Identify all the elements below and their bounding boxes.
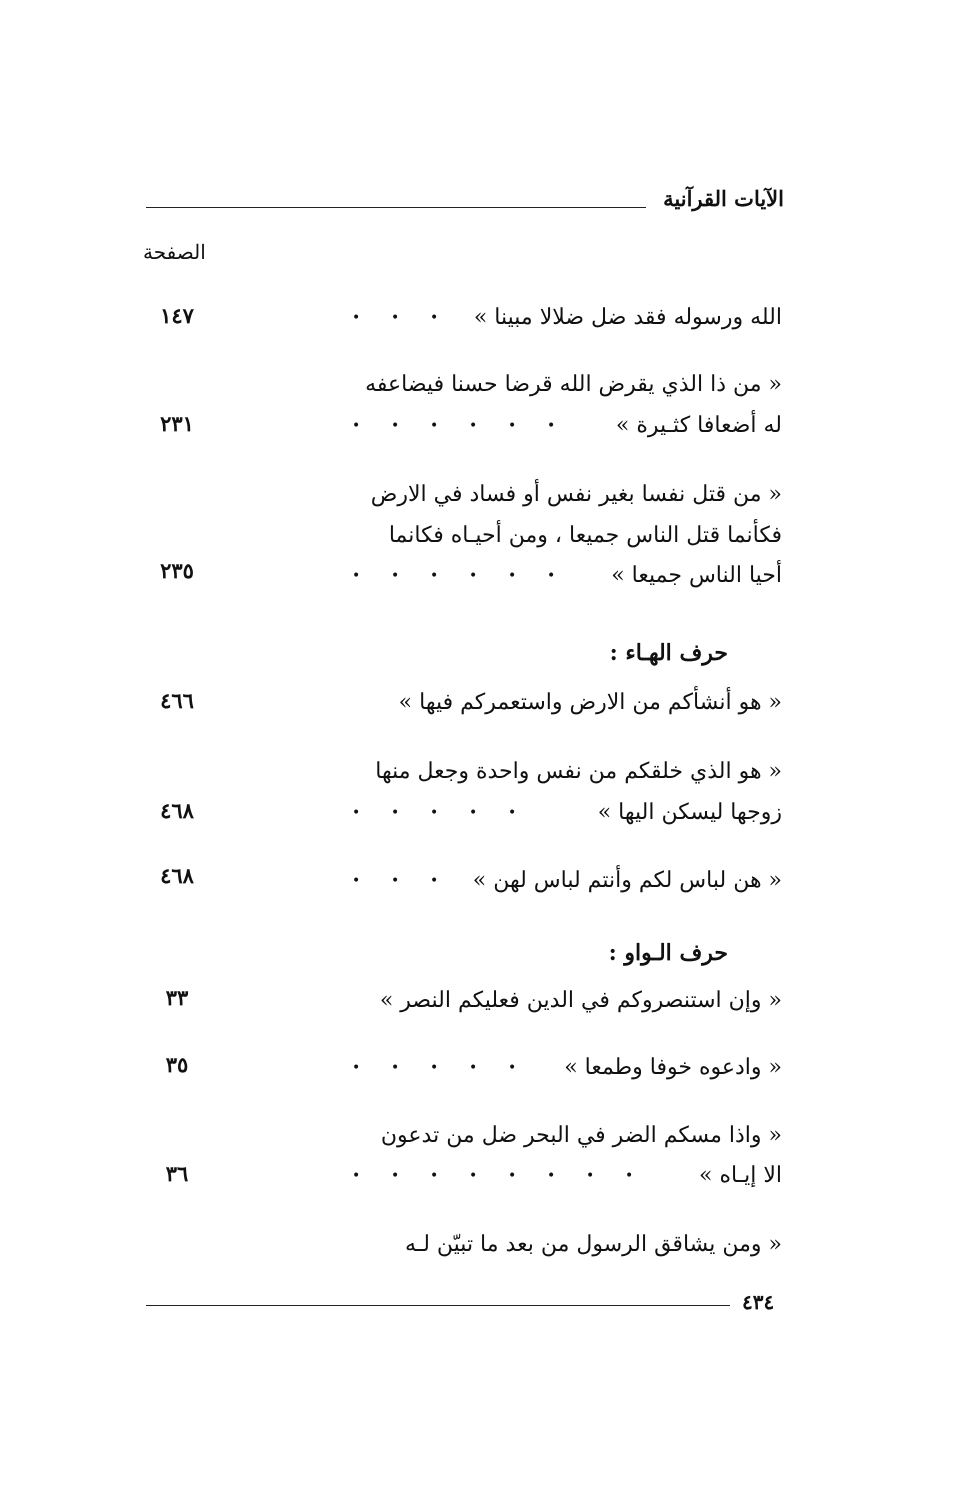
verse-line: « وإن استنصروكم في الدين فعليكم النصر » [379, 988, 782, 1013]
verse-line: الله ورسوله فقد ضل ضلالا مبينا » [473, 305, 782, 330]
footer-rule [146, 1305, 730, 1306]
page-reference: ٢٣١ [160, 411, 194, 436]
verse-line: له أضعافا كثـيرة » [615, 413, 782, 438]
verse-line: « واذا مسكم الضر في البحر ضل من تدعون [380, 1123, 782, 1148]
page-number: ٤٣٤ [742, 1290, 775, 1314]
verse-line: « ومن يشاقق الرسول من بعد ما تبيّن لـه [404, 1232, 782, 1257]
page-reference: ٤٦٦ [160, 688, 194, 713]
verse-line: زوجها ليسكن اليها » [597, 800, 782, 825]
header-rule [146, 207, 646, 208]
page-reference: ٣٦ [165, 1161, 189, 1186]
verse-line: « هن لباس لكم وأنتم لباس لهن » [472, 868, 782, 893]
verse-line: « من قتل نفسا بغير نفس أو فساد في الارض [370, 482, 782, 507]
page-header-title: الآيات القرآنية [663, 186, 784, 211]
verse-line: أحيا الناس جميعا » [611, 563, 782, 588]
verse-line: الا إيـاه » [698, 1163, 782, 1188]
verse-line: فكأنما قتل الناس جميعا ، ومن أحيـاه فكانما [388, 523, 782, 548]
leader-dots: • • • [352, 310, 439, 326]
leader-dots: • • • • • [352, 1060, 517, 1076]
section-heading: حرف الـواو : [608, 940, 728, 966]
verse-line: « وادعوه خوفا وطمعا » [564, 1055, 782, 1080]
page-column-label: الصفحة [143, 240, 206, 264]
verse-line: « هو أنشأكم من الارض واستعمركم فيها » [398, 690, 782, 715]
leader-dots: • • • • • • [352, 568, 556, 584]
leader-dots: • • • • • • • • [352, 1168, 634, 1184]
leader-dots: • • • [352, 873, 439, 889]
page-reference: ١٤٧ [160, 303, 194, 328]
leader-dots: • • • • • • [352, 418, 556, 434]
verse-line: « هو الذي خلقكم من نفس واحدة وجعل منها [375, 759, 782, 784]
page-reference: ٣٥ [165, 1052, 189, 1077]
page-reference: ٣٣ [165, 985, 189, 1010]
verse-line: « من ذا الذي يقرض الله قرضا حسنا فيضاعفه [365, 372, 782, 397]
page-reference: ٤٦٨ [160, 863, 194, 888]
section-heading: حرف الهـاء : [609, 640, 728, 666]
page-reference: ٤٦٨ [160, 798, 194, 823]
page-reference: ٢٣٥ [160, 558, 194, 583]
leader-dots: • • • • • [352, 805, 517, 821]
